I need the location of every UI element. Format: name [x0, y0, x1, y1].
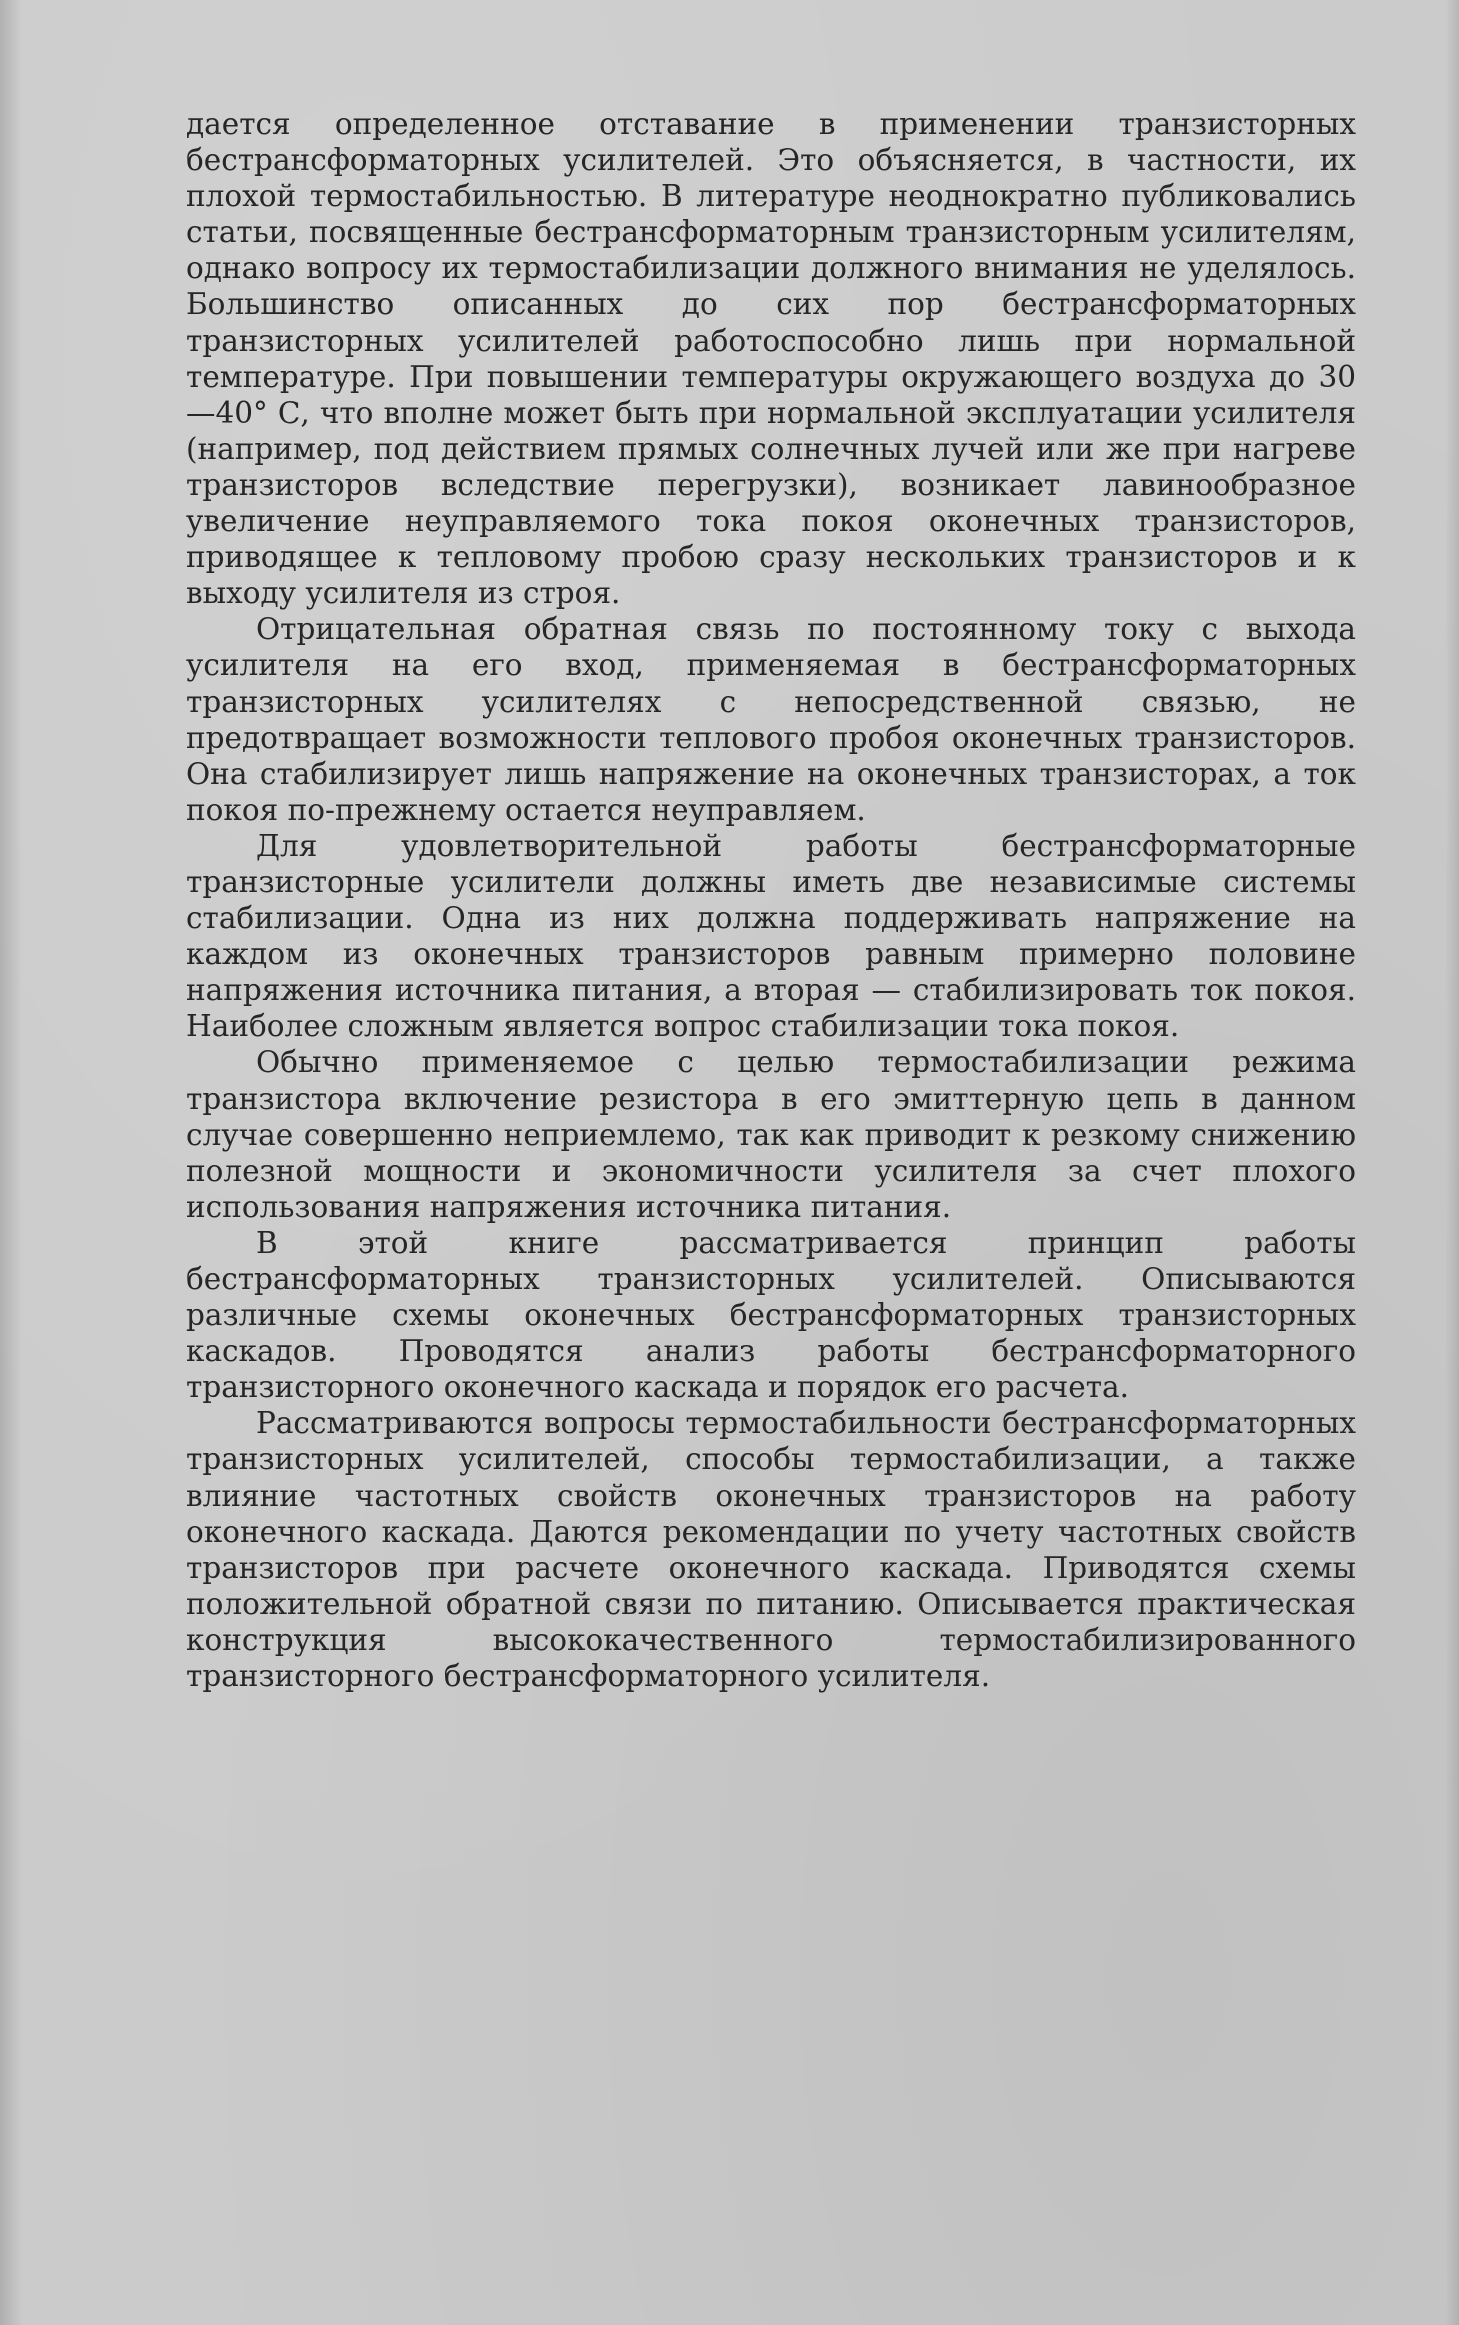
paragraph-2: Отрицательная обратная связь по постоянному току с выхода усилителя на его вход, применяемая в бестрансформаторных транзисторных усилителях с непосредственной связью, не предотвращает возможности теплового пробоя оконечных транзисторов. Она стабилизирует лишь напряжение на оконечных транзисторах, а ток покоя по-прежнему остается неуправляем. [186, 612, 1356, 827]
edge-shadow [1445, 0, 1459, 2325]
paragraph-1: дается определенное отставание в применении транзисторных бестрансформаторных усилителей. Это объясняется, в частности, их плохой термостабильностью. В литературе неоднократно публиковались статьи, посвященные бестрансформаторным транзисторным усилителям, однако вопросу их термостабилизации должного внимания не уделялось. Большинство описанных до сих пор бестрансформаторных транзисторных усилителей работоспособно лишь при нормальной температуре. При повышении температуры окружающего воздуха до 30—40° С, что вполне может быть при нормальной эксплуатации усилителя (например, под действием прямых солнечных лучей или же при нагреве транзисторов вследствие перегрузки), возникает лавинообразное увеличение неуправляемого тока покоя оконечных транзисторов, приводящее к тепловому пробою сразу нескольких транзисторов и к выходу усилителя из строя. [186, 107, 1356, 611]
body-text [186, 106, 1356, 1694]
paragraph-6: Рассматриваются вопросы термостабильности бестрансформаторных транзисторных усилителей, способы термостабилизации, а также влияние частотных свойств оконечных транзисторов на работу оконечного каскада. Даются рекомендации по учету частотных свойств транзисторов при расчете оконечного каскада. Приводятся схемы положительной обратной связи по питанию. Описывается практическая конструкция высококачественного термостабилизированного транзисторного бестрансформаторного усилителя. [186, 1406, 1356, 1694]
paragraph-5: В этой книге рассматривается принцип работы бестрансформаторных транзисторных усилителей. Описываются различные схемы оконечных бестрансформаторных транзисторных каскадов. Проводятся анализ работы бестрансформаторного транзисторного оконечного каскада и порядок его расчета. [186, 1225, 1356, 1405]
paragraph-4: Обычно применяемое с целью термостабилизации режима транзистора включение резистора в его эмиттерную цепь в данном случае совершенно неприемлемо, так как приводит к резкому снижению полезной мощности и экономичности усилителя за счет плохого использования напряжения источника питания. [186, 1045, 1356, 1224]
paragraph-3: Для удовлетворительной работы бестрансформаторные транзисторные усилители должны иметь две независимые системы стабилизации. Одна из них должна поддерживать напряжение на каждом из оконечных транзисторов равным примерно половине напряжения источника питания, а вторая — стабилизировать ток покоя. Наиболее сложным является вопрос стабилизации тока покоя. [186, 828, 1356, 1044]
spine-shadow [0, 0, 22, 2325]
